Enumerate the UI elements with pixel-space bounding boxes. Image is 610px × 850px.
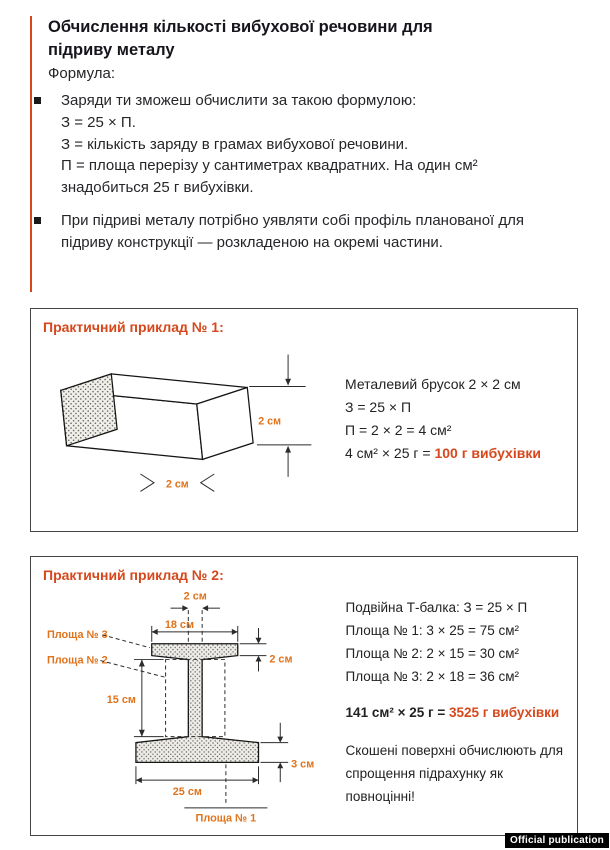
bullet1-intro-line: Заряди ти зможеш обчислити за такою формулою: [61,92,417,110]
publication-badge [505,833,609,848]
calc-line: Площа № 3: 2 × 18 = 36 см² [345,668,519,684]
calc-line: Площа № 1: 3 × 25 = 75 см² [345,622,519,638]
web-height-dimension [107,660,164,737]
top-flange-width-dimension [152,619,238,642]
web-height-label: 15 см [106,694,136,707]
bullet-item-profile [48,210,561,254]
result-value: 3525 г вибухівки [448,704,560,720]
example-1-box [30,308,578,532]
calc-line: П = 2 × 2 = 4 см² [345,422,452,439]
bullet1-z-definition: З = кількість заряду в грамах вибухової речовини. [61,135,409,153]
calc-result-line [345,442,541,465]
bullet1-formula-line: З = 25 × П. [61,113,136,131]
area-2-callout [47,655,166,678]
page-title: Обчислення кількості вибухової речовини для підриву металу [48,18,433,60]
bullet-square-icon [34,217,41,224]
bar-height-dimension [249,354,311,476]
bar-width-label: 2 см [165,478,189,491]
bar-width-dimension [140,474,214,491]
top-flange-thickness-label: 2 см [269,653,293,666]
bullet2-text: При підриві металу потрібно уявляти собі профіль планованої для підриву конструкції — розкладеною на окремі частини. [61,211,525,251]
bottom-flange-thickness-label: 3 см [291,758,315,771]
bullet-item-formula [48,90,561,199]
intro-section [48,16,568,264]
example-2-box [30,556,578,836]
bar-height-label: 2 см [258,415,281,428]
example-1-calculation [345,373,541,507]
beveled-surfaces-note: Скошені поверхні обчислюють для спрощення підрахунку як повноцінні! [345,742,564,804]
example-2-calculation [346,597,565,831]
i-beam-drawing [43,585,342,831]
web-width-label: 2 см [183,590,207,603]
area-3-label: Площа № 3 [46,628,108,641]
calc-line: З = 25 × П [345,399,412,416]
example-2-heading: Практичний приклад № 2: [43,567,224,583]
bullet1-p-definition: П = площа перерізу у сантиметрах квадратних. На один см² знадобиться 25 г вибухівки. [61,157,478,197]
bottom-flange-width-dimension [136,766,259,798]
calc-line: Металевий брусок 2 × 2 см [345,376,521,392]
bullet-square-icon [34,97,41,104]
example-1-heading: Практичний приклад № 1: [43,319,224,335]
area-2-label: Площа № 2 [46,654,108,667]
publication-badge-text: Official publication [509,835,604,846]
calc-line: Площа № 2: 2 × 15 = 30 см² [345,645,519,661]
left-margin-rule [30,16,32,292]
area-3-callout [47,629,150,648]
area-1-label: Площа № 1 [195,812,257,825]
metal-bar-drawing [43,337,335,507]
top-flange-width-label: 18 см [164,618,195,631]
result-prefix: 141 см² × 25 г = [345,704,449,720]
i-beam-section [136,644,259,763]
calc-line: Подвійна Т-балка: З = 25 × П [345,600,528,615]
web-width-dimension [171,590,220,642]
calc-result-line [346,702,565,725]
formula-label: Формула: [48,65,116,83]
bottom-flange-thickness-dimension [260,723,314,782]
result-prefix: 4 см² × 25 г = [345,445,435,462]
bottom-flange-width-label: 25 см [172,785,202,798]
top-flange-thickness-dimension [240,628,293,671]
bar-body [61,374,253,459]
result-value: 100 г вибухівки [434,445,541,462]
